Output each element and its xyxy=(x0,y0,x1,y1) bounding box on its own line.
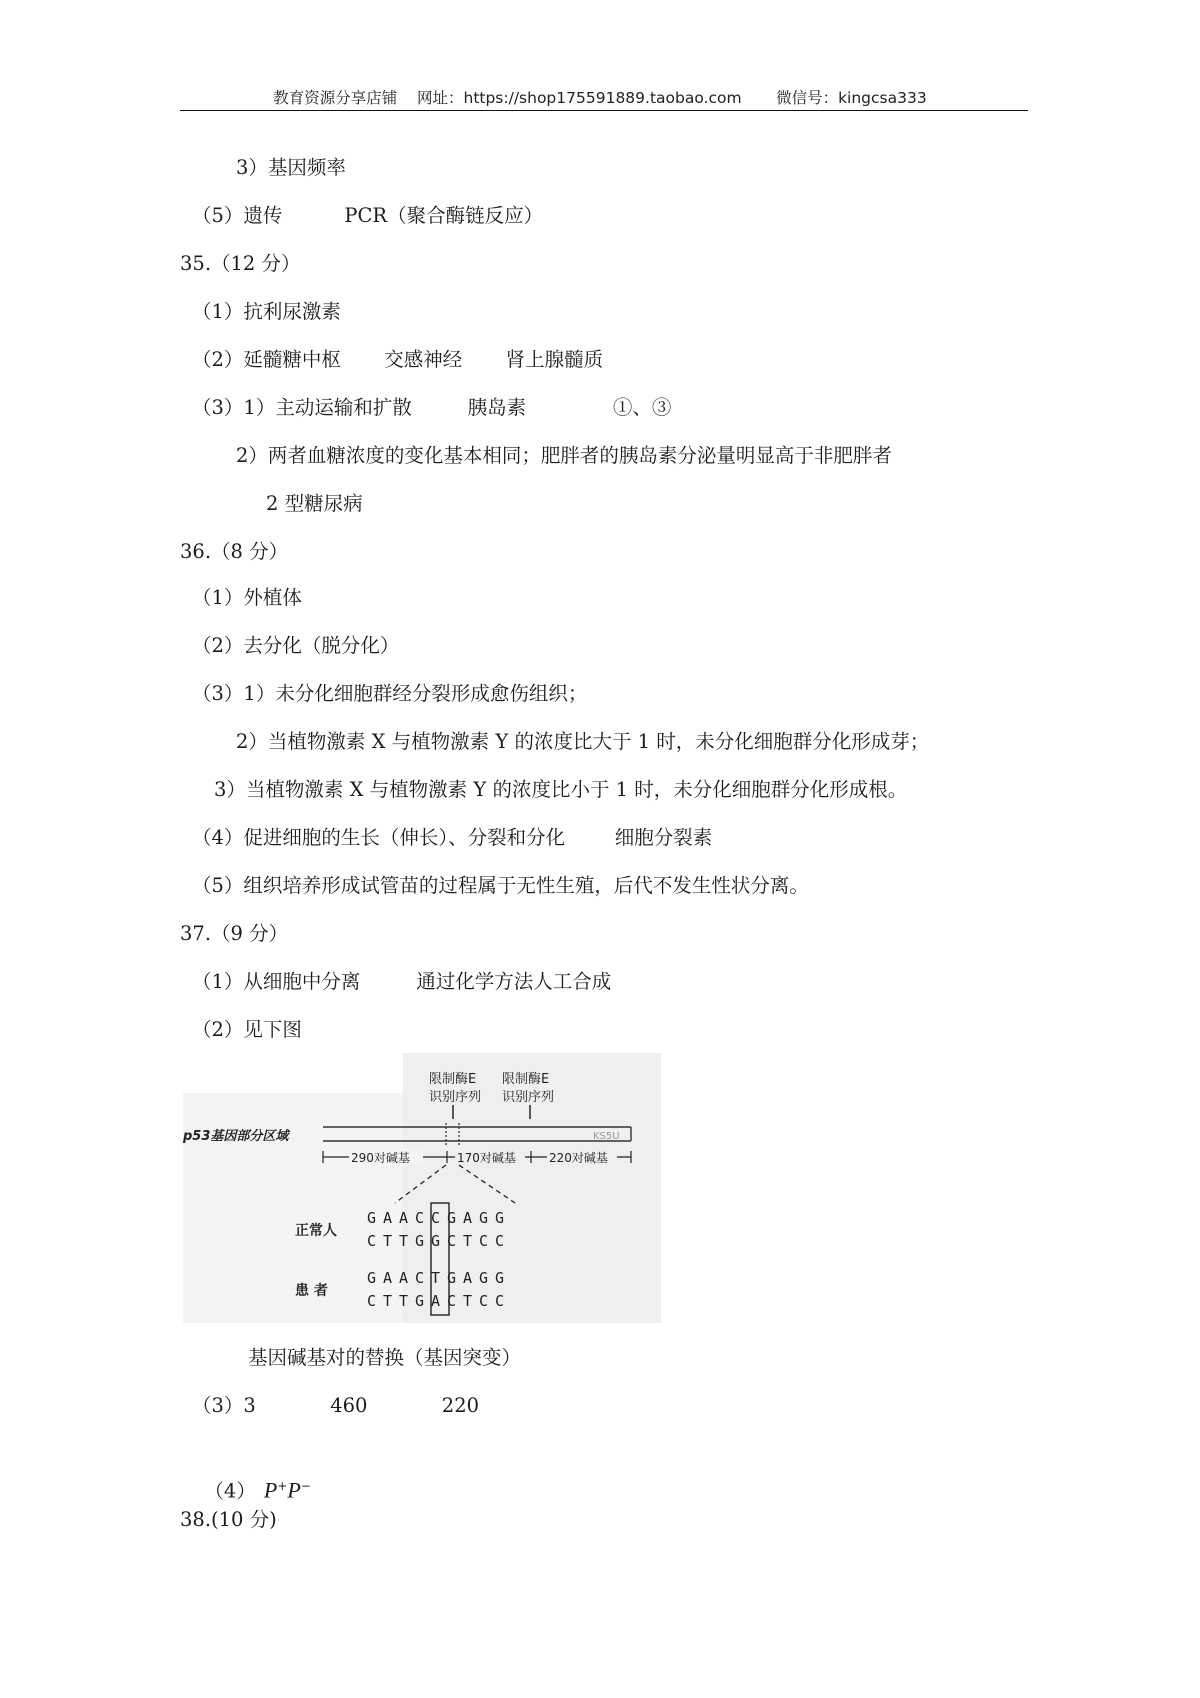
answer-line: （3）1）未分化细胞群经分裂形成愈伤组织； xyxy=(192,682,588,705)
enzyme-label: 识别序列 xyxy=(502,1090,555,1105)
base-letter: G xyxy=(447,1209,457,1227)
gene-region-label: p53基因部分区域 xyxy=(183,1129,289,1144)
base-letter: A xyxy=(431,1292,441,1310)
allele-p2: P xyxy=(287,1477,301,1503)
base-letter: C xyxy=(447,1292,457,1310)
base-letter: G xyxy=(479,1209,489,1227)
base-letter: T xyxy=(383,1292,393,1310)
enzyme-label: 识别序列 xyxy=(429,1090,482,1105)
base-letter: T xyxy=(399,1232,409,1250)
answer-line: 2）当植物激素 X 与植物激素 Y 的浓度比大于 1 时，未分化细胞群分化形成芽； xyxy=(236,730,930,753)
answer-line: （1）外植体 xyxy=(192,586,302,609)
base-letter: T xyxy=(399,1292,409,1310)
base-letter: T xyxy=(463,1232,473,1250)
base-letter: A xyxy=(399,1269,409,1287)
patient-label: 患 者 xyxy=(295,1283,328,1299)
answer-line: （2）去分化（脱分化） xyxy=(192,634,400,657)
base-letter: G xyxy=(495,1269,505,1287)
base-letter: C xyxy=(367,1292,377,1310)
segment-label: 290对碱基 xyxy=(351,1151,410,1165)
base-letter: T xyxy=(383,1232,393,1250)
base-letter: G xyxy=(447,1269,457,1287)
base-letter: T xyxy=(463,1292,473,1310)
answer-line: 基因碱基对的替换（基因突变） xyxy=(248,1346,522,1369)
normal-label: 正常人 xyxy=(295,1223,337,1239)
base-letter: A xyxy=(383,1269,393,1287)
base-letter: A xyxy=(463,1209,473,1227)
watermark: KS5U xyxy=(593,1131,620,1142)
base-letter: C xyxy=(479,1292,489,1310)
p53-gene-figure xyxy=(183,1053,661,1323)
answer-line: （3）3 460 220 xyxy=(192,1394,480,1417)
answer-line: 2 型糖尿病 xyxy=(266,492,363,515)
question-heading: 36.（8 分） xyxy=(180,540,289,563)
header-divider xyxy=(180,110,1028,111)
answer-line: 2）两者血糖浓度的变化基本相同；肥胖者的胰岛素分泌量明显高于非肥胖者 xyxy=(236,444,892,467)
enzyme-label: 限制酶E xyxy=(429,1072,477,1087)
answer-line: （2）延髓糖中枢 交感神经 肾上腺髓质 xyxy=(192,348,604,371)
base-letter: C xyxy=(495,1292,505,1310)
base-letter: C xyxy=(415,1209,425,1227)
p53-figure-svg xyxy=(183,1053,661,1323)
answer-line: （4）促进细胞的生长（伸长）、分裂和分化 细胞分裂素 xyxy=(192,826,713,849)
base-letter: A xyxy=(463,1269,473,1287)
question-heading: 37.（9 分） xyxy=(180,922,289,945)
segment-label: 220对碱基 xyxy=(549,1151,608,1165)
answer-line: （5）遗传 PCR（聚合酶链反应） xyxy=(192,204,544,227)
base-letter: G xyxy=(431,1232,441,1250)
base-letter: A xyxy=(383,1209,393,1227)
answer-line: （1）从细胞中分离 通过化学方法人工合成 xyxy=(192,970,612,993)
answer-line: （3）1）主动运输和扩散 胰岛素 ①、③ xyxy=(192,396,672,419)
base-letter: G xyxy=(479,1269,489,1287)
question-heading: 38.(10 分) xyxy=(180,1508,277,1531)
base-letter: C xyxy=(431,1209,441,1227)
answer-line xyxy=(192,1447,311,1505)
allele-p1: P xyxy=(263,1477,278,1503)
base-letter: A xyxy=(399,1209,409,1227)
base-letter: C xyxy=(479,1232,489,1250)
base-letter: G xyxy=(367,1209,377,1227)
enzyme-label: 限制酶E xyxy=(502,1072,550,1087)
base-letter: C xyxy=(367,1232,377,1250)
answer-line: （5）组织培养形成试管苗的过程属于无性生殖，后代不发生性状分离。 xyxy=(192,874,809,897)
answer-line: 3）基因频率 xyxy=(236,156,346,179)
base-letter: T xyxy=(431,1269,441,1287)
base-letter: G xyxy=(367,1269,377,1287)
answer-line: （1）抗利尿激素 xyxy=(192,300,341,323)
base-letter: G xyxy=(415,1232,425,1250)
base-letter: C xyxy=(447,1232,457,1250)
page-header: 教育资源分享店铺 网址：https://shop175591889.taobao.com 微信号：kingcsa333 xyxy=(273,89,927,107)
answer-line: 3）当植物激素 X 与植物激素 Y 的浓度比小于 1 时，未分化细胞群分化形成根。 xyxy=(214,778,908,801)
allele-sup-minus: − xyxy=(300,1479,311,1493)
base-letter: C xyxy=(415,1269,425,1287)
question-heading: 35.（12 分） xyxy=(180,252,301,275)
answer-prefix: （4） xyxy=(204,1479,256,1503)
allele-sup-plus: + xyxy=(277,1479,288,1493)
base-letter: C xyxy=(495,1232,505,1250)
base-letter: G xyxy=(495,1209,505,1227)
answer-line: （2）见下图 xyxy=(192,1018,302,1041)
base-letter: G xyxy=(415,1292,425,1310)
segment-label: 170对碱基 xyxy=(457,1151,516,1165)
